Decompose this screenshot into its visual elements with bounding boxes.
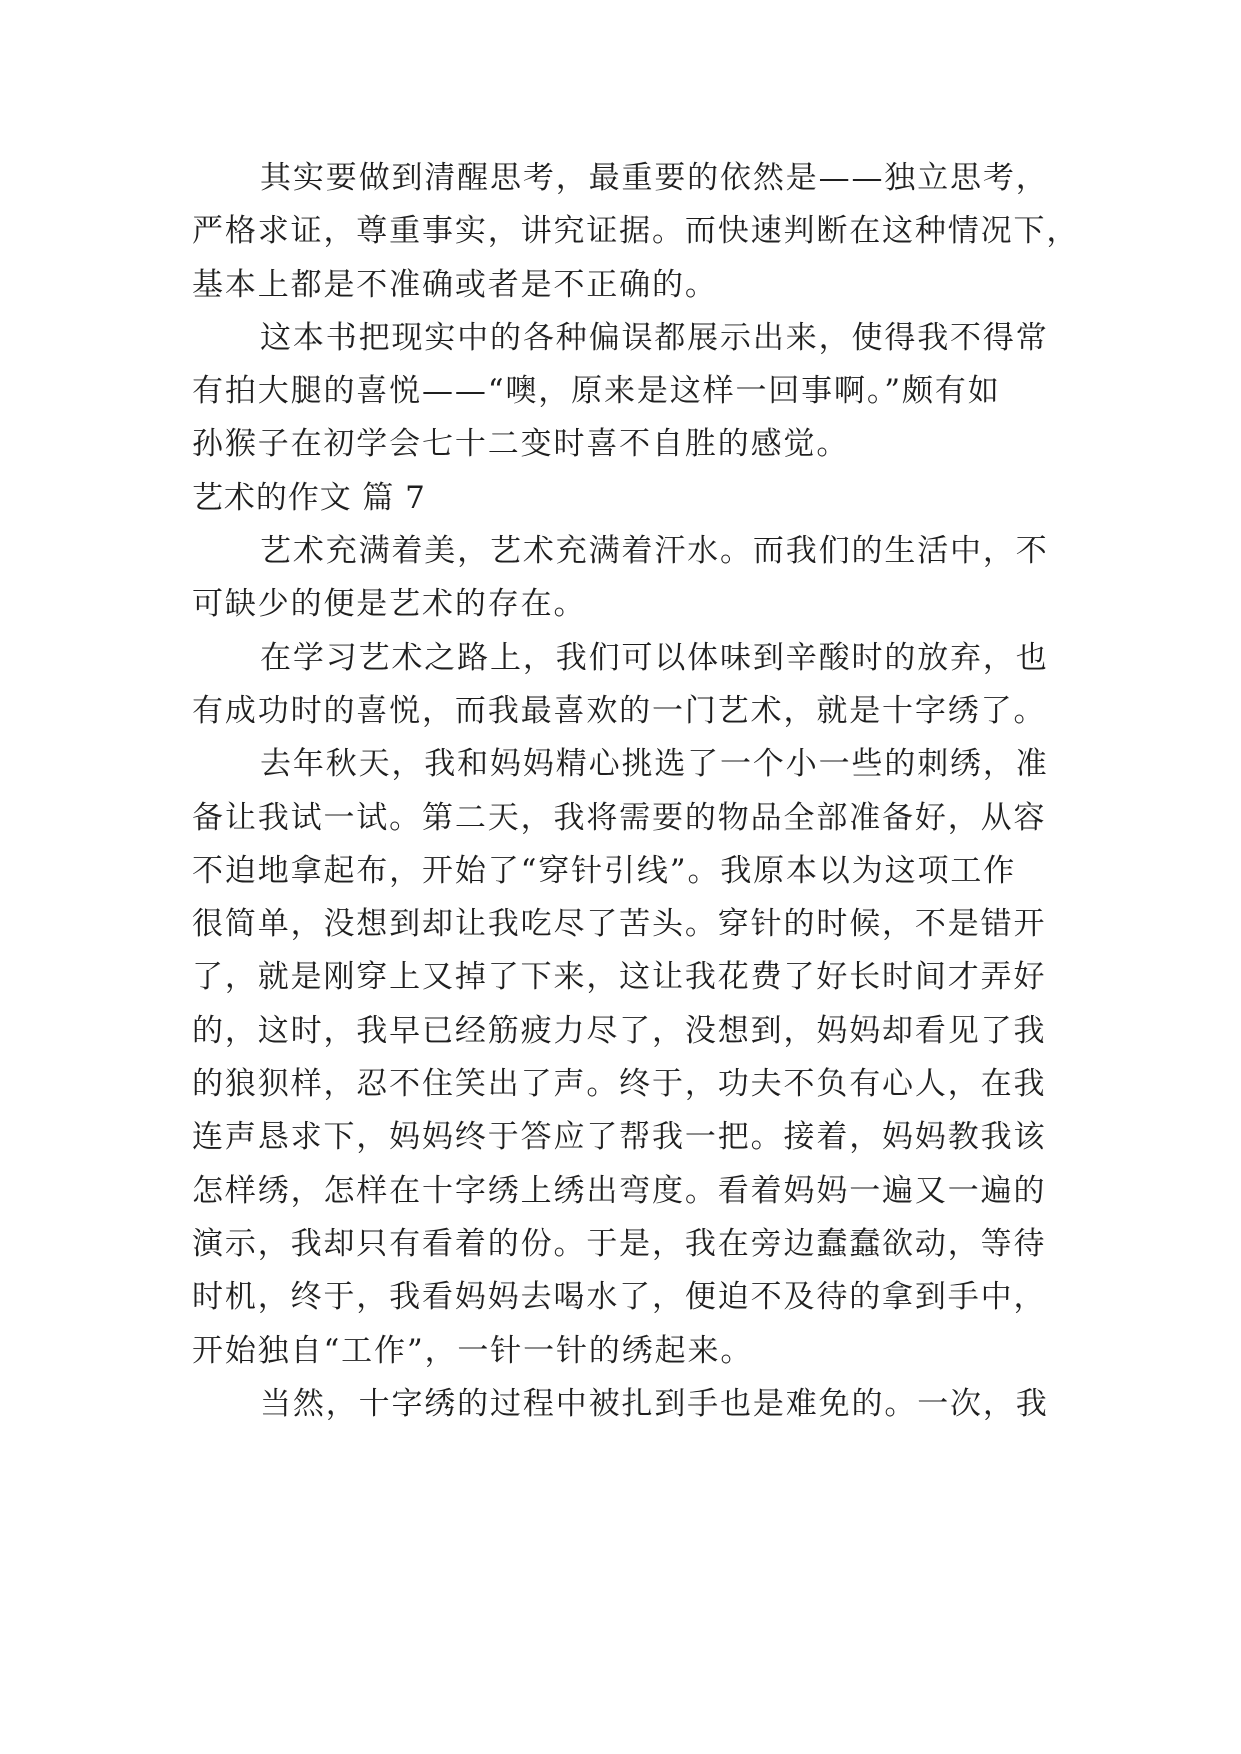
paragraph-line: 演示，我却只有看着的份。于是，我在旁边蠢蠢欲动，等待 bbox=[192, 1225, 1047, 1262]
paragraph-line: 有拍大腿的喜悦——“噢，原来是这样一回事啊。”颇有如 bbox=[192, 373, 1001, 410]
paragraph-line: 的，这时，我早已经筋疲力尽了，没想到，妈妈却看见了我 bbox=[192, 1012, 1047, 1049]
section-heading: 艺术的作文 篇 7 bbox=[192, 479, 426, 516]
paragraph-line: 去年秋天，我和妈妈精心挑选了一个小一些的刺绣，准 bbox=[260, 746, 1049, 783]
paragraph-line: 这本书把现实中的各种偏误都展示出来，使得我不得常 bbox=[260, 319, 1049, 356]
paragraph-line: 艺术充满着美，艺术充满着汗水。而我们的生活中，不 bbox=[260, 533, 1049, 570]
paragraph-line: 可缺少的便是艺术的存在。 bbox=[192, 586, 587, 623]
paragraph-line: 不迫地拿起布，开始了“穿针引线”。我原本以为这项工作 bbox=[192, 852, 1017, 889]
paragraph-line: 很简单，没想到却让我吃尽了苦头。穿针的时候，不是错开 bbox=[192, 906, 1047, 943]
paragraph-line: 连声恳求下，妈妈终于答应了帮我一把。接着，妈妈教我该 bbox=[192, 1119, 1047, 1156]
paragraph-line: 孙猴子在初学会七十二变时喜不自胜的感觉。 bbox=[192, 426, 850, 463]
paragraph-line: 的狼狈样，忍不住笑出了声。终于，功夫不负有心人，在我 bbox=[192, 1066, 1047, 1103]
paragraph-line: 有成功时的喜悦，而我最喜欢的一门艺术，就是十字绣了。 bbox=[192, 692, 1047, 729]
paragraph-line: 开始独自“工作”，一针一针的绣起来。 bbox=[192, 1332, 754, 1369]
paragraph-line: 备让我试一试。第二天，我将需要的物品全部准备好，从容 bbox=[192, 799, 1047, 836]
paragraph-line: 其实要做到清醒思考，最重要的依然是——独立思考， bbox=[260, 160, 1049, 196]
document-page bbox=[192, 152, 1080, 1431]
paragraph-line: 怎样绣，怎样在十字绣上绣出弯度。看着妈妈一遍又一遍的 bbox=[192, 1172, 1047, 1209]
paragraph-line: 当然，十字绣的过程中被扎到手也是难免的。一次，我 bbox=[260, 1385, 1049, 1422]
paragraph-line: 在学习艺术之路上，我们可以体味到辛酸时的放弃，也 bbox=[260, 639, 1049, 676]
paragraph-line: 时机，终于，我看妈妈去喝水了，便迫不及待的拿到手中， bbox=[192, 1279, 1047, 1316]
paragraph-line: 了，就是刚穿上又掉了下来，这让我花费了好长时间才弄好 bbox=[192, 959, 1047, 996]
paragraph-line: 严格求证，尊重事实，讲究证据。而快速判断在这种情况下， bbox=[192, 213, 1080, 250]
paragraph-line: 基本上都是不准确或者是不正确的。 bbox=[192, 266, 718, 303]
